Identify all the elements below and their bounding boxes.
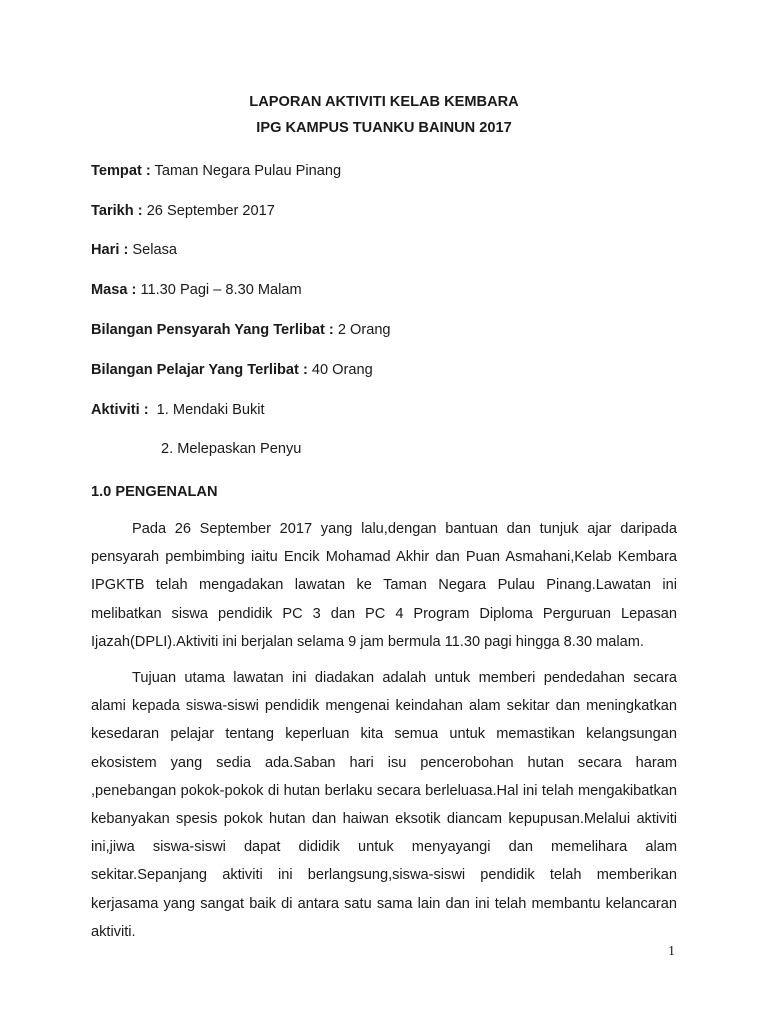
report-subtitle: IPG KAMPUS TUANKU BAINUN 2017 <box>256 120 512 136</box>
field-bilangan-pelajar-label: Bilangan Pelajar Yang Terlibat : <box>91 362 308 378</box>
field-hari-label: Hari : <box>91 242 129 258</box>
aktiviti-item-2: 2. Melepaskan Penyu <box>161 441 302 457</box>
field-hari-value: Selasa <box>128 242 177 258</box>
field-masa-value: 11.30 Pagi – 8.30 Malam <box>136 282 302 298</box>
field-masa <box>91 280 302 300</box>
field-bilangan-pensyarah <box>91 320 391 340</box>
field-aktiviti <box>91 400 265 420</box>
field-masa-label: Masa : <box>91 282 137 298</box>
field-tempat <box>91 161 341 181</box>
field-tempat-label: Tempat : <box>91 163 151 179</box>
field-tarikh <box>91 201 275 221</box>
field-bilangan-pensyarah-label: Bilangan Pensyarah Yang Terlibat : <box>91 322 334 338</box>
field-aktiviti-value: 1. Mendaki Bukit <box>148 402 265 418</box>
report-title: LAPORAN AKTIVITI KELAB KEMBARA <box>249 94 519 110</box>
paragraph-2 <box>91 664 677 946</box>
page-number: 1 <box>668 944 675 959</box>
field-hari <box>91 240 177 260</box>
field-tarikh-label: Tarikh : <box>91 203 143 219</box>
field-aktiviti-label: Aktiviti : <box>91 402 149 418</box>
field-bilangan-pelajar <box>91 360 373 380</box>
paragraph-1-text: Pada 26 September 2017 yang lalu,dengan bantuan dan tunjuk ajar daripada pensyarah pembimbing iaitu Encik Mohamad Akhir dan Puan Asmahani,Kelab Kembara IPGKTB telah mengadakan lawatan ke Taman Negara Pulau Pinang.Lawatan ini melibatkan siswa pendidik PC 3 dan PC 4 Program Diploma Perguruan Lepasan Ijazah(DPLI).Aktiviti ini berjalan selama 9 jam bermula 11.30 pagi hingga 8.30 malam. <box>91 521 677 650</box>
field-tarikh-value: 26 September 2017 <box>142 203 275 219</box>
field-bilangan-pelajar-value: 40 Orang <box>307 362 373 378</box>
paragraph-2-text: Tujuan utama lawatan ini diadakan adalah untuk memberi pendedahan secara alami kepada siswa-siswi pendidik mengenai keindahan alam sekitar dan meningkatkan kesedaran pelajar tentang keperluan kita semua untuk memastikan kelangsungan ekosistem yang sedia ada.Saban hari isu pencerobohan hutan secara haram ,penebangan pokok-pokok di hutan berlaku secara berleluasa.Hal ini telah mengakibatkan kebanyakan spesis pokok hutan dan haiwan eksotik diancam kepupusan.Melalui aktiviti ini,jiwa siswa-siswi dapat dididik untuk menyayangi dan memelihara alam sekitar.Sepanjang aktiviti ini berlangsung,siswa-siswi pendidik telah memberikan kerjasama yang sangat baik di antara satu sama lain dan ini telah membantu kelancaran aktiviti. <box>91 670 677 940</box>
field-tempat-value: Taman Negara Pulau Pinang <box>150 163 342 179</box>
paragraph-1 <box>91 515 677 656</box>
field-bilangan-pensyarah-value: 2 Orang <box>333 322 391 338</box>
section-heading-pengenalan: 1.0 PENGENALAN <box>91 484 218 500</box>
